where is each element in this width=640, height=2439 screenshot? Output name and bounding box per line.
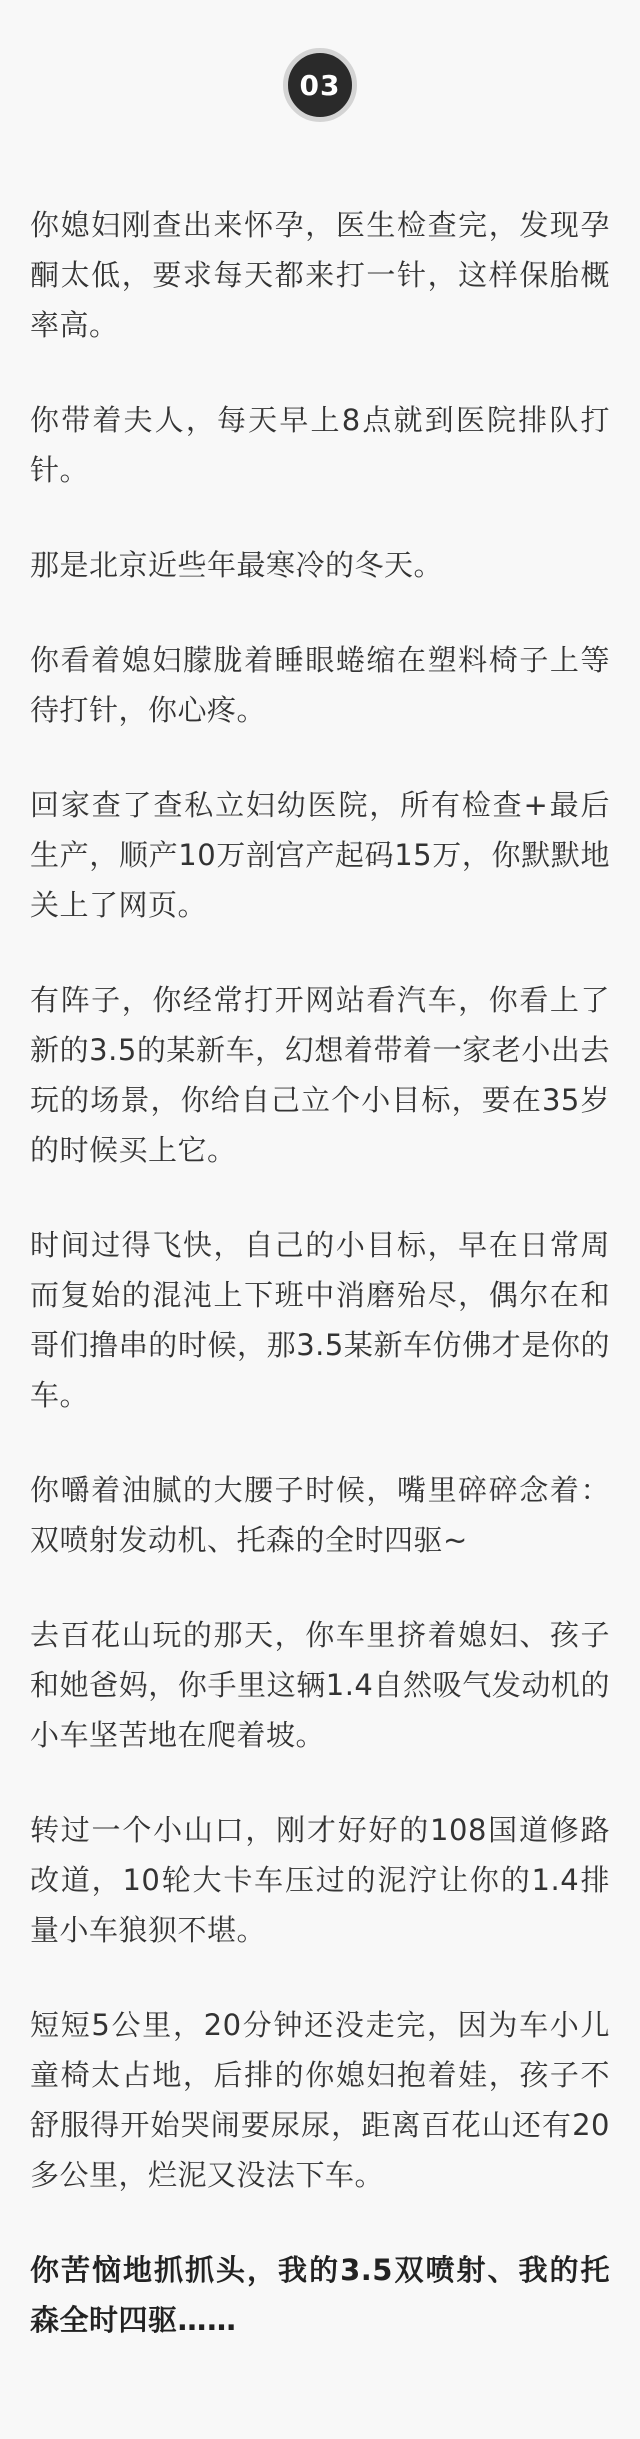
paragraph: 去百花山玩的那天，你车里挤着媳妇、孩子和她爸妈，你手里这辆1.4自然吸气发动机的小车坚苦地在爬着坡。	[30, 1618, 610, 1752]
paragraph: 短短5公里，20分钟还没走完，因为车小儿童椅太占地，后排的你媳妇抱着娃，孩子不舒服得开始哭闹要尿尿，距离百花山还有20多公里，烂泥又没法下车。	[30, 2008, 610, 2192]
paragraph: 时间过得飞快，自己的小目标，早在日常周而复始的混沌上下班中消磨殆尽，偶尔在和哥们撸串的时候，那3.5某新车仿佛才是你的车。	[30, 1228, 610, 1412]
paragraph: 你带着夫人，每天早上8点就到医院排队打针。	[30, 403, 610, 487]
paragraph: 你嚼着油腻的大腰子时候，嘴里碎碎念着：双喷射发动机、托森的全时四驱~	[30, 1473, 610, 1557]
paragraph: 转过一个小山口，刚才好好的108国道修路改道，10轮大卡车压过的泥泞让你的1.4排量小车狼狈不堪。	[30, 1813, 610, 1947]
closing-bold-paragraph: 你苦恼地抓抓头，我的3.5双喷射、我的托森全时四驱……	[30, 2253, 610, 2337]
section-header	[30, 0, 610, 200]
section-number-badge: 03	[283, 48, 357, 122]
paragraph: 你看着媳妇朦胧着睡眼蜷缩在塑料椅子上等待打针，你心疼。	[30, 643, 610, 727]
paragraph: 那是北京近些年最寒冷的冬天。	[30, 548, 444, 582]
paragraph: 有阵子，你经常打开网站看汽车，你看上了新的3.5的某新车，幻想着带着一家老小出去玩的场景，你给自己立个小目标，要在35岁的时候买上它。	[30, 983, 610, 1167]
paragraph: 回家查了查私立妇幼医院，所有检查+最后生产，顺产10万剖宫产起码15万，你默默地关上了网页。	[30, 788, 610, 922]
paragraph: 你媳妇刚查出来怀孕，医生检查完，发现孕酮太低，要求每天都来打一针，这样保胎概率高。	[30, 208, 610, 342]
